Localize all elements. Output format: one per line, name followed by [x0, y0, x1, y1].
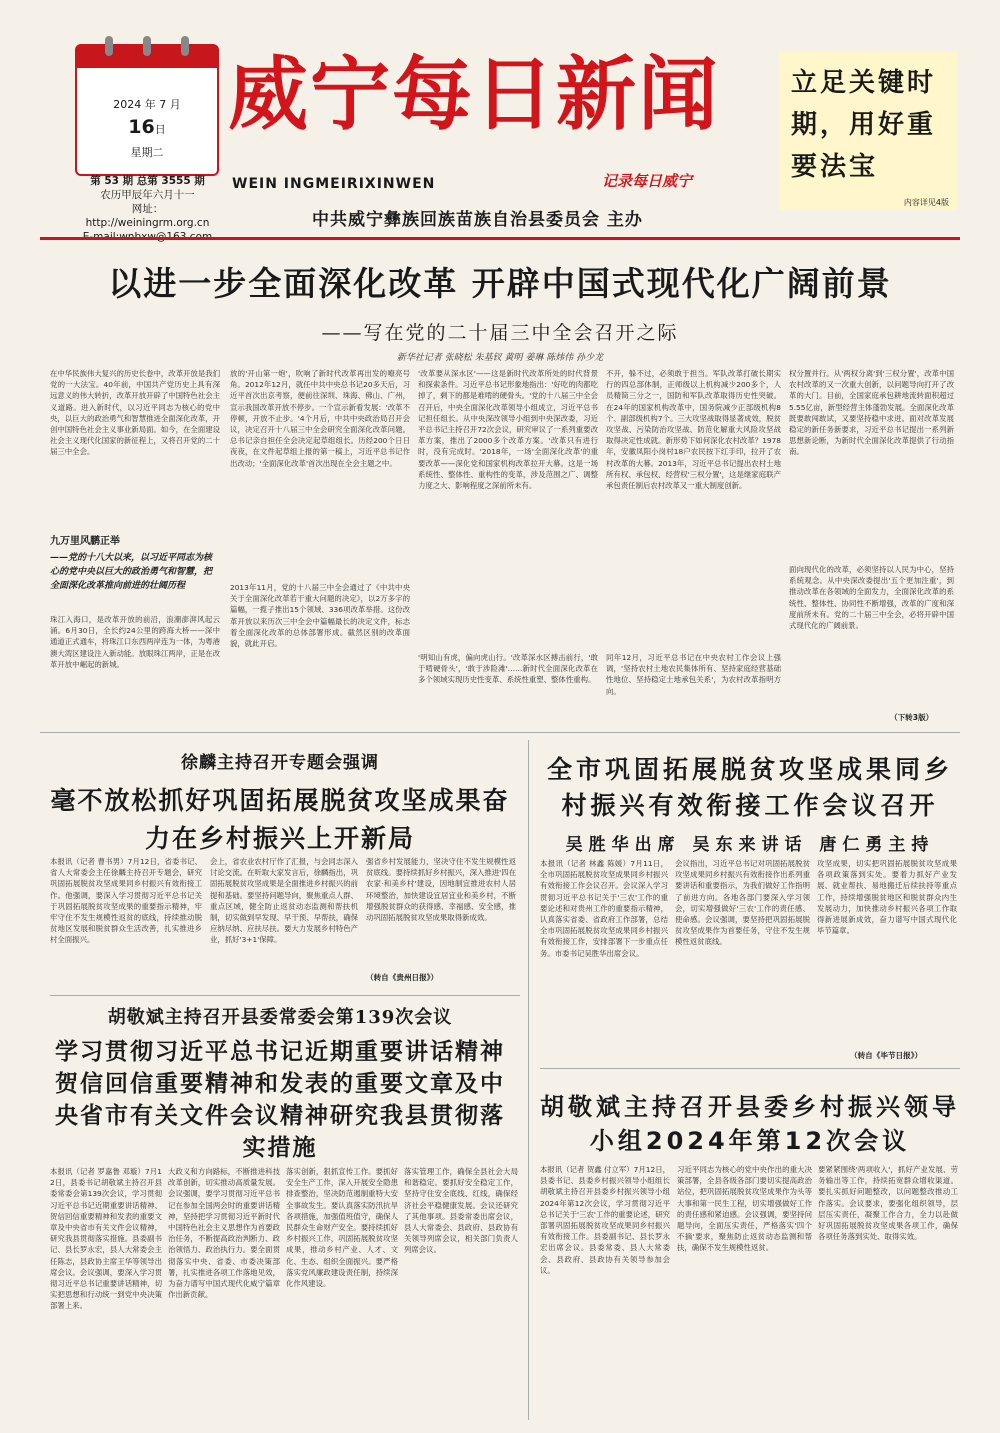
- xu-headline[interactable]: 毫不放松抓好巩固拓展脱贫攻坚成果奋力在乡村振兴上开新局: [50, 786, 510, 853]
- main-lead: ——党的十八大以来，以习近平同志为核心的党中央以巨大的政治勇气和智慧，把全面深化改革推向前进的壮阔历程: [50, 553, 213, 591]
- hu1-col-1: 本报讯（记者 罗嘉鲁 邓璇）7月12日，县委书记胡敬斌主持召开县委常委会第139次会议，学习贯彻习近平总书记近期重要讲话精神、贺信回信重要精神和发表的重要文章及中央省市有关文件会议精神，研究我县贯彻落实措施。县委副书记、县长罗永宏，县人大常委会主任陈志，县政协主席王华等领导出席会议。会议强调，要深入学习贯彻习近平总书记重要讲话精神，切实把思想和行动统一到党中央决策部署上来。: [50, 1167, 162, 1311]
- hu2-headline[interactable]: 胡敬斌主持召开县委乡村振兴领导小组2024年第12次会议: [540, 1093, 960, 1155]
- masthead-divider: [40, 237, 960, 240]
- hu2-col-1: 本报讯（记者 贺鑫 付立军）7月12日，县委书记、县委乡村振兴领导小组组长胡敬斌主持召开县委乡村振兴领导小组2024年第12次会议，学习贯彻习近平总书记关于'三农'工作的重要论述，研究部署巩固拓展脱贫攻坚成果同乡村振兴有效衔接工作。县委副书记、县长罗永宏出席会议。县委常委、县人大常委会、县政府、县政协有关领导参加会议。: [540, 1165, 670, 1275]
- quanshi-attendees: 吴胜华出席 吴东来讲话 唐仁勇主持: [565, 835, 935, 855]
- continued-note[interactable]: （下转3版）: [890, 713, 934, 722]
- main-col-3: '改革要从深水区'——这是新时代改革所处的时代背景和探索条件。习近平总书记形象地指出：'好吃的肉都吃掉了，剩下的都是难啃的硬骨头。'党的十八届三中全会召开后，中央全面深化改革领导小组成立，习近平总书记担任组长。从中央深改领导小组到中央深改委，习近平总书记主持召开72次会议，研究审议了一系列重要改革方案，推出了2000多个改革方案。'改革只有进行时，没有完成时。'2018年，一场'全面深化改革'的重要改革——深化党和国家机构改革拉开大幕。这是一场系统性、整体性、重构性的变革，涉及范围之广、调整力度之大、影响程度之深前所未有。: [418, 369, 598, 491]
- calendar-day: [77, 116, 217, 138]
- main-col-1b: 珠江入海口，是改革开放的前沿，浪潮澎湃风起云涌。6月30日，全长约24公里的跨海大桥——深中通道正式通车，将珠江口东西两岸连为一体，为粤港澳大湾区建设注入新动能。放眼珠江两岸，正是在改革开放中崛起的新城。: [50, 615, 220, 669]
- calendar-day-suffix: 日: [154, 123, 166, 136]
- xu-col-3: 强省乡村发展能力，坚决守住不发生规模性返贫底线。要持续抓好乡村振兴，深入推进'四在农家·和美乡村'建设，因地制宜推进农村人居环境整治，加快建设宜居宜业和美乡村，不断增强脱贫群众的获得感、幸福感、安全感，推动巩固拓展脱贫攻坚成果取得新成效。: [366, 857, 516, 923]
- main-subhead: 九万里风鹏正举: [50, 536, 120, 547]
- main-col-4b: 同年12月，习近平总书记在中央农村工作会议上强调，'坚持农村土地农民集体所有、坚持家庭经营基础性地位、坚持稳定土地承包关系'，为农村改革指明方向。: [606, 653, 781, 696]
- main-headline[interactable]: 以进一步全面深化改革 开辟中国式现代化广阔前景: [108, 264, 892, 303]
- calendar-ring-icon: [143, 36, 151, 56]
- main-col-5: 权分置并行。从'两权分离'到'三权分置'，改革中国农村改革的又一次重大创新，以问题导向打开了改革的大门。目前，全国家庭承包耕地流转面积超过5.55亿亩，新型经营主体蓬勃发展。全面深化改革既要敢闯敢试，又要坚持稳中求进。面对改革发展稳定的新任务新要求，习近平总书记提出一系列新思想新论断，为新时代全面深化改革提供了行动指南。: [789, 369, 954, 457]
- hu2-col-3: 要紧紧围绕'两项收入'，抓好产业发展、劳务输出等工作，持续拓宽群众增收渠道。要扎实抓好问题整改，以问题整改推动工作落实。会议要求，要强化组织领导，层层压实责任，凝聚工作合力，全力以赴做好巩固拓展脱贫攻坚成果各项工作，确保各项任务落到实处、取得实效。: [818, 1165, 958, 1242]
- hu1-col-2: 大政义和方向路标，不断推进科技改革创新，切实推动高质量发展。会议强调，要学习贯彻习近平总书记在参加全国两会时的重要讲话精神，坚持把学习贯彻习近平新时代中国特色社会主义思想作为首要政治任务，不断提高政治判断力、政治领悟力、政治执行力。要全面贯彻落实中央、省委、市委决策部署，扎实推进各项工作落地见效，为奋力谱写中国式现代化威宁篇章作出新贡献。: [168, 1167, 280, 1300]
- hu1-col-3: 落实创新，狠抓宣传工作。要抓好安全生产工作，深入开展安全隐患排查整治，坚决防范遏制重特大安全事故发生。要认真落实防汛抗旱各项措施，加强值班值守，确保人民群众生命财产安全。要持续抓好乡村振兴工作，巩固拓展脱贫攻坚成果，推动乡村产业、人才、文化、生态、组织全面振兴。要严格落实党风廉政建设责任制，持续深化作风建设。: [286, 1167, 398, 1289]
- quanshi-source: （转自《毕节日报》）: [850, 1051, 923, 1060]
- hu1-headline[interactable]: 学习贯彻习近平总书记近期重要讲话精神贺信回信重要精神和发表的重要文章及中央省市有关文件会议精神研究我县贯彻落实措施: [55, 1039, 505, 1161]
- main-col-5b: 面向现代化的改革，必须坚持以人民为中心，坚持系统观念。从中央深改委提出'五个更加注重'，到推动改革在各领域的全面发力，全面深化改革的系统性、整体性、协同性不断增强，改革的广度和深度前所未有。党的二十届三中全会，必将开辟中国式现代化的广阔前景。: [789, 565, 954, 631]
- calendar-ring-icon: [105, 36, 113, 56]
- xu-col-2: 会上，省农业农村厅作了汇报，与会同志深入讨论交流。在听取大家发言后，徐麟指出，巩固拓展脱贫攻坚成果是全面推进乡村振兴的前提和基础。要坚持问题导向，聚焦重点人群、重点区域，健全防止返贫动态监测和帮扶机制，切实做到早发现、早干预、早帮扶，确保应纳尽纳、应扶尽扶。要大力发展乡村特色产业，抓好'3+1'保障。: [210, 857, 358, 945]
- section-divider: [50, 995, 520, 996]
- sponsor-line: 中共威宁彝族回族苗族自治县委员会 主办: [312, 210, 643, 230]
- quanshi-headline[interactable]: 全市巩固拓展脱贫攻坚成果同乡村振兴有效衔接工作会议召开: [546, 755, 953, 820]
- quanshi-col-2: 会议指出，习近平总书记对巩固拓展脱贫攻坚成果同乡村振兴有效衔接作出系列重要讲话和重要指示，为我们做好工作指明了前进方向。各地各部门要深入学习领会，切实增强做好'三农'工作的责任感、使命感。会议强调，要坚持把巩固拓展脱贫攻坚成果作为首要任务，守住不发生规模性返贫底线。: [675, 859, 810, 947]
- website-link[interactable]: 网址：http://weiningrm.org.cn: [85, 203, 210, 229]
- main-col-4: 不开，躲不过，必须敢于担当。军队改革打破长期实行的四总部体制，正师级以上机构减少200多个，人员精简三分之一，国防和军队改革取得历史性突破。在24年的国家机构改革中，国务院减少正部级机构8个、副部级机构7个。三大攻坚战取得显著成效，脱贫攻坚战、污染防治攻坚战、防范化解重大风险攻坚战取得决定性成就。新形势下如何深化农村改革？1978年，安徽凤阳小岗村18户农民按下红手印，拉开了农村改革的大幕。2013年，习近平总书记提出农村土地所有权、承包权、经营权'三权分置'，这是继家庭联产承包责任制后农村改革又一重大制度创新。: [606, 369, 781, 491]
- main-col-2b: 2013年11月，党的十八届三中全会通过了《中共中央关于全面深化改革若干重大问题的决定》，以2万多字的篇幅，一揽子推出15个领域、336项改革举措。这份改革开放以来历次三中全会中篇幅最长的决定文件，标志着全面深化改革的总体部署形成。截然区别的改革面貌，就此开启。: [230, 583, 410, 649]
- main-subtitle: ——写在党的二十届三中全会召开之际: [321, 322, 679, 344]
- newspaper-title: 威宁每日新闻: [228, 47, 720, 141]
- xu-source: （转自《贵州日报》）: [366, 973, 439, 982]
- xu-col-1: 本报讯（记者 曹书男）7月12日，省委书记、省人大常委会主任徐麟主持召开专题会，研究巩固拓展脱贫攻坚成果同乡村振兴有效衔接工作。他强调，要深入学习贯彻习近平总书记关于巩固拓展脱贫攻坚成果的重要指示精神，牢牢守住不发生规模性返贫的底线，持续推动脱贫地区发展和脱贫群众生活改善，扎实推进乡村全面振兴。: [50, 857, 202, 945]
- newspaper-pinyin: WEIN INGMEIRIXINWEN: [232, 176, 436, 192]
- lunar-date: 农历甲辰年六月十一: [100, 189, 195, 201]
- section-divider: [40, 732, 960, 733]
- calendar-year-month: 2024 年 7 月: [113, 98, 181, 111]
- quanshi-col-1: 本报讯（记者 林鑫 陈媛）7月11日，全市巩固拓展脱贫攻坚成果同乡村振兴有效衔接工作会议召开。会议深入学习贯彻习近平总书记关于'三农'工作的重要论述和对贵州工作的重要指示精神，认真落实省委、省政府工作部署，总结全市巩固拓展脱贫攻坚成果同乡村振兴有效衔接工作，安排部署下一步重点任务。市委书记吴胜华出席会议。: [540, 859, 668, 958]
- section-divider: [540, 1068, 960, 1069]
- quanshi-col-3: 攻坚成果，切实把巩固拓展脱贫攻坚成果各项政策落到实处。要着力抓好产业发展、就业帮扶、易地搬迁后续扶持等重点工作，持续增强脱贫地区和脱贫群众内生发展动力，加快推动乡村振兴各项工作取得新进展新成效，奋力谱写中国式现代化毕节篇章。: [817, 859, 957, 936]
- feature-box-title: 立足关键时期，用好重要法宝: [791, 68, 937, 182]
- main-col-1: 在中华民族伟大复兴的历史长卷中，改革开放是我们党的一大法宝。40年前，中国共产党历史上具有深远意义的伟大转折，改革开放开辟了中国特色社会主义道路。进入新时代，以习近平同志为核心的党中央，以巨大的政治勇气和智慧推进全面深化改革，开创中国特色社会主义事业新局面。如今，在全面建设社会主义现代化国家的新征程上，又将召开党的二十届三中全会。: [50, 369, 220, 457]
- feature-box-note: 内容详见4版: [903, 198, 949, 207]
- feature-box[interactable]: [779, 52, 957, 210]
- column-divider: [528, 740, 529, 1420]
- main-col-2: 放的'开山第一炮'，吹响了新时代改革再出发的嘹亮号角。2012年12月，就任中共中央总书记20多天后，习近平首次出京考察，便前往深圳、珠海、佛山、广州，宣示我国改革开放不停步。一个宣示新看发展：'改革不停顿，开放不止步。'4个月后，中共中央政治局召开会议，决定召开十八届三中全会研究全面深化改革问题。总书记亲自担任全会决定起草组组长。历经200个日日夜夜，在文件起草组上报的第一稿上，习近平总书记作出改动；'全面深化改革'首次出现在全会主题之中。: [230, 369, 410, 468]
- hu1-col-4: 落实管理工作，确保全县社会大局和谐稳定。要抓好安全稳定工作，坚持守住安全底线、红线，确保经济社会平稳健康发展。会议还研究了其他事项。县委常委出席会议，县人大常委会、县政府、县政协有关领导列席会议，相关部门负责人列席会议。: [404, 1167, 518, 1255]
- hu2-col-2: 习近平同志为核心的党中央作出的重大决策部署，全县各级各部门要切实提高政治站位，把巩固拓展脱贫攻坚成果作为头等大事和第一民生工程，切实增强做好工作的责任感和紧迫感。会议强调，要坚持问题导向，全面压实责任，严格落实'四个不摘'要求，聚焦防止返贫动态监测和帮扶，确保不发生规模性返贫。: [677, 1165, 812, 1253]
- newspaper-slogan: 记录每日威宁: [602, 172, 693, 190]
- calendar-ring-icon: [181, 36, 189, 56]
- issue-info: [75, 174, 220, 244]
- issue-number: 第 53 期 总第 3555 期: [90, 175, 205, 187]
- main-byline: 新华社记者 张晓松 朱基钗 黄明 姜琳 陈炜伟 孙少龙: [396, 353, 604, 363]
- hu1-kicker: 胡敬斌主持召开县委常委会第139次会议: [107, 1007, 453, 1028]
- main-col-3b: '明知山有虎，偏向虎山行。'改革深水区搏击前行，'敢于啃硬骨头'，'敢于涉险滩'……新时代全面深化改革在多个领域实现历史性变革、系统性重塑、整体性重构。: [418, 653, 598, 685]
- date-calendar: [75, 44, 219, 176]
- calendar-day-number: 16: [128, 116, 155, 138]
- xu-kicker: 徐麟主持召开专题会强调: [181, 753, 379, 773]
- calendar-weekday: 星期二: [130, 146, 164, 159]
